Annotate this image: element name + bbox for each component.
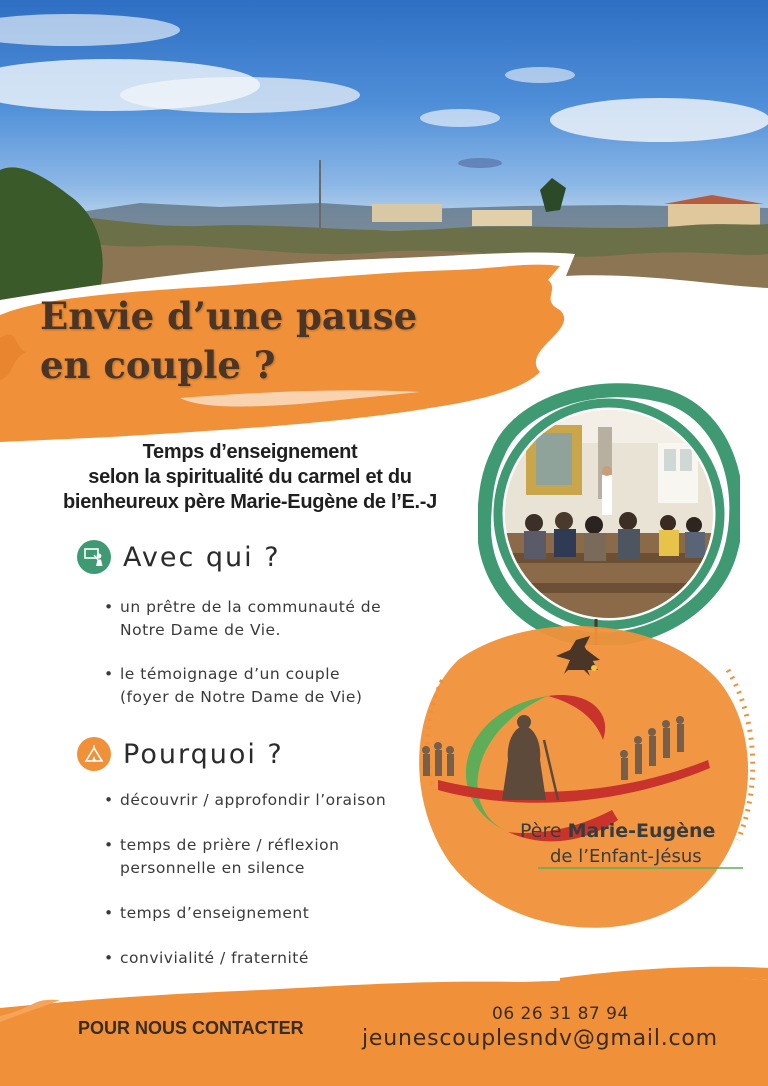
logo-name-regular: Père	[520, 820, 568, 842]
logo-name-line-1	[520, 820, 715, 842]
list-item-line: • temps de prière / réflexion	[120, 836, 340, 854]
contact-phone[interactable]: 06 26 31 87 94	[492, 1004, 629, 1024]
list-item-line: (foyer de Notre Dame de Vie)	[120, 688, 363, 706]
list-item-line: Notre Dame de Vie.	[120, 621, 281, 639]
contact-email[interactable]: jeunescouplesndv@gmail.com	[362, 1026, 718, 1051]
list-item	[102, 596, 422, 642]
logo-name-bold: Marie-Eugène	[567, 820, 716, 842]
section-pourquoi-title: Pourquoi ?	[123, 738, 284, 770]
subtitle-line-3: bienheureux père Marie-Eugène de l’E.-J	[63, 491, 437, 513]
list-item	[102, 789, 432, 812]
subtitle	[30, 440, 470, 515]
section-avec-title: Avec qui ?	[123, 541, 281, 573]
tent-icon	[77, 737, 111, 771]
headline-line-1: Envie d’une pause	[40, 294, 418, 338]
list-item-line: • temps d’enseignement	[120, 904, 310, 922]
list-item	[102, 902, 432, 925]
subtitle-line-1: Temps d’enseignement	[142, 441, 358, 463]
section-avec-heading	[77, 540, 281, 574]
list-item	[102, 663, 422, 709]
headline	[40, 292, 560, 390]
list-item-line: • le témoignage d’un couple	[120, 665, 341, 683]
contact-label: POUR NOUS CONTACTER	[78, 1018, 304, 1038]
list-item	[102, 834, 432, 880]
subtitle-line-2: selon la spiritualité du carmel et du	[88, 466, 412, 488]
marie-eugene-logo	[398, 600, 768, 930]
logo-name-line-2: de l’Enfant-Jésus	[550, 846, 702, 867]
teacher-icon	[77, 540, 111, 574]
list-item-line: • découvrir / approfondir l’oraison	[120, 791, 387, 809]
list-item-line: • convivialité / fraternité	[120, 949, 309, 967]
list-item-line: • un prêtre de la communauté de	[120, 598, 382, 616]
avec-list	[102, 596, 422, 730]
list-item-line: personnelle en silence	[120, 859, 305, 877]
headline-line-2: en couple ?	[40, 343, 276, 387]
section-pourquoi-heading	[77, 737, 284, 771]
